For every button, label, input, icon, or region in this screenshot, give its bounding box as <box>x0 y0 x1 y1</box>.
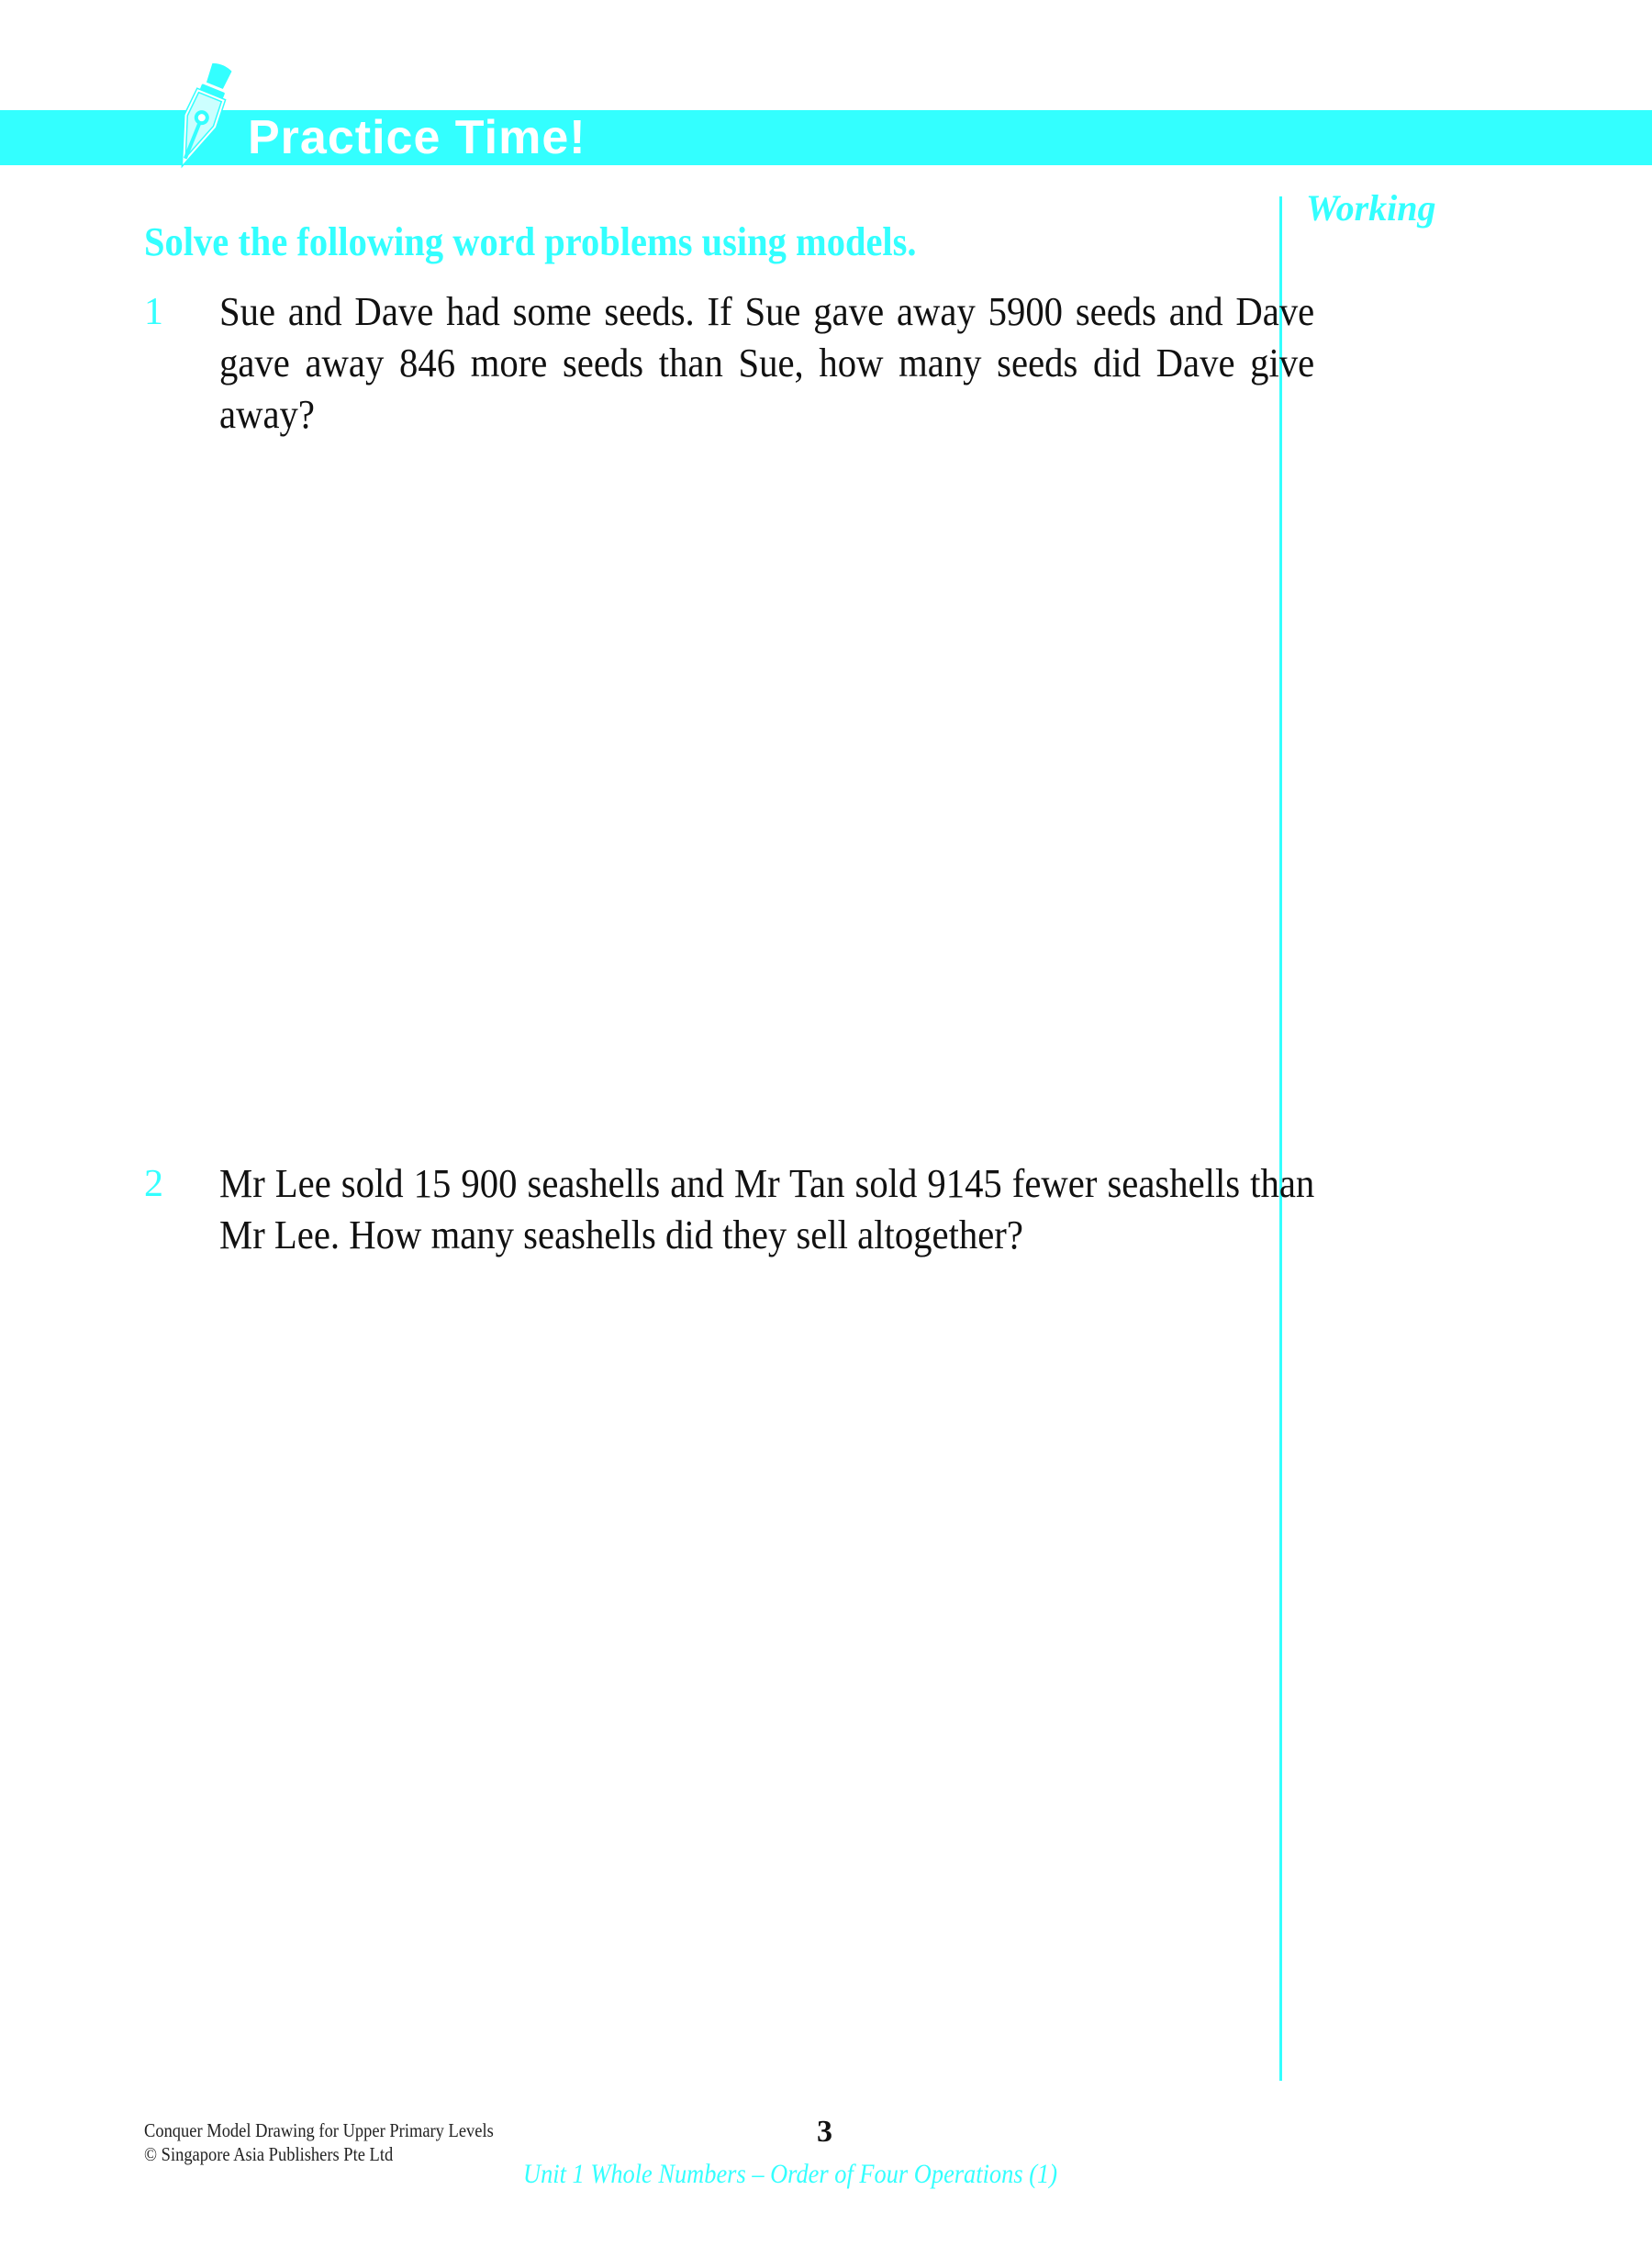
unit-title: Unit 1 Whole Numbers – Order of Four Operations (1) <box>523 2159 1057 2189</box>
question-text: Mr Lee sold 15 900 seashells and Mr Tan sold 9145 fewer seashells than Mr Lee. How many seashells did they sell altogether? <box>219 1161 1315 1257</box>
footer-publisher <box>144 2118 494 2166</box>
instruction-heading: Solve the following word problems using models. <box>144 219 917 264</box>
page-number: 3 <box>817 2115 832 2149</box>
fountain-pen-icon <box>158 57 246 173</box>
working-label: Working <box>1306 187 1436 229</box>
question-number: 1 <box>144 291 163 333</box>
question-text: Sue and Dave had some seeds. If Sue gave away 5900 seeds and Dave gave away 846 more seeds than Sue, how many seeds did Dave give away? <box>219 289 1315 437</box>
working-divider <box>1279 196 1282 2081</box>
question-number: 2 <box>144 1163 163 1205</box>
book-title: Conquer Model Drawing for Upper Primary Levels <box>144 2119 494 2141</box>
copyright: © Singapore Asia Publishers Pte Ltd <box>144 2143 394 2165</box>
page-title: Practice Time! <box>248 111 586 164</box>
